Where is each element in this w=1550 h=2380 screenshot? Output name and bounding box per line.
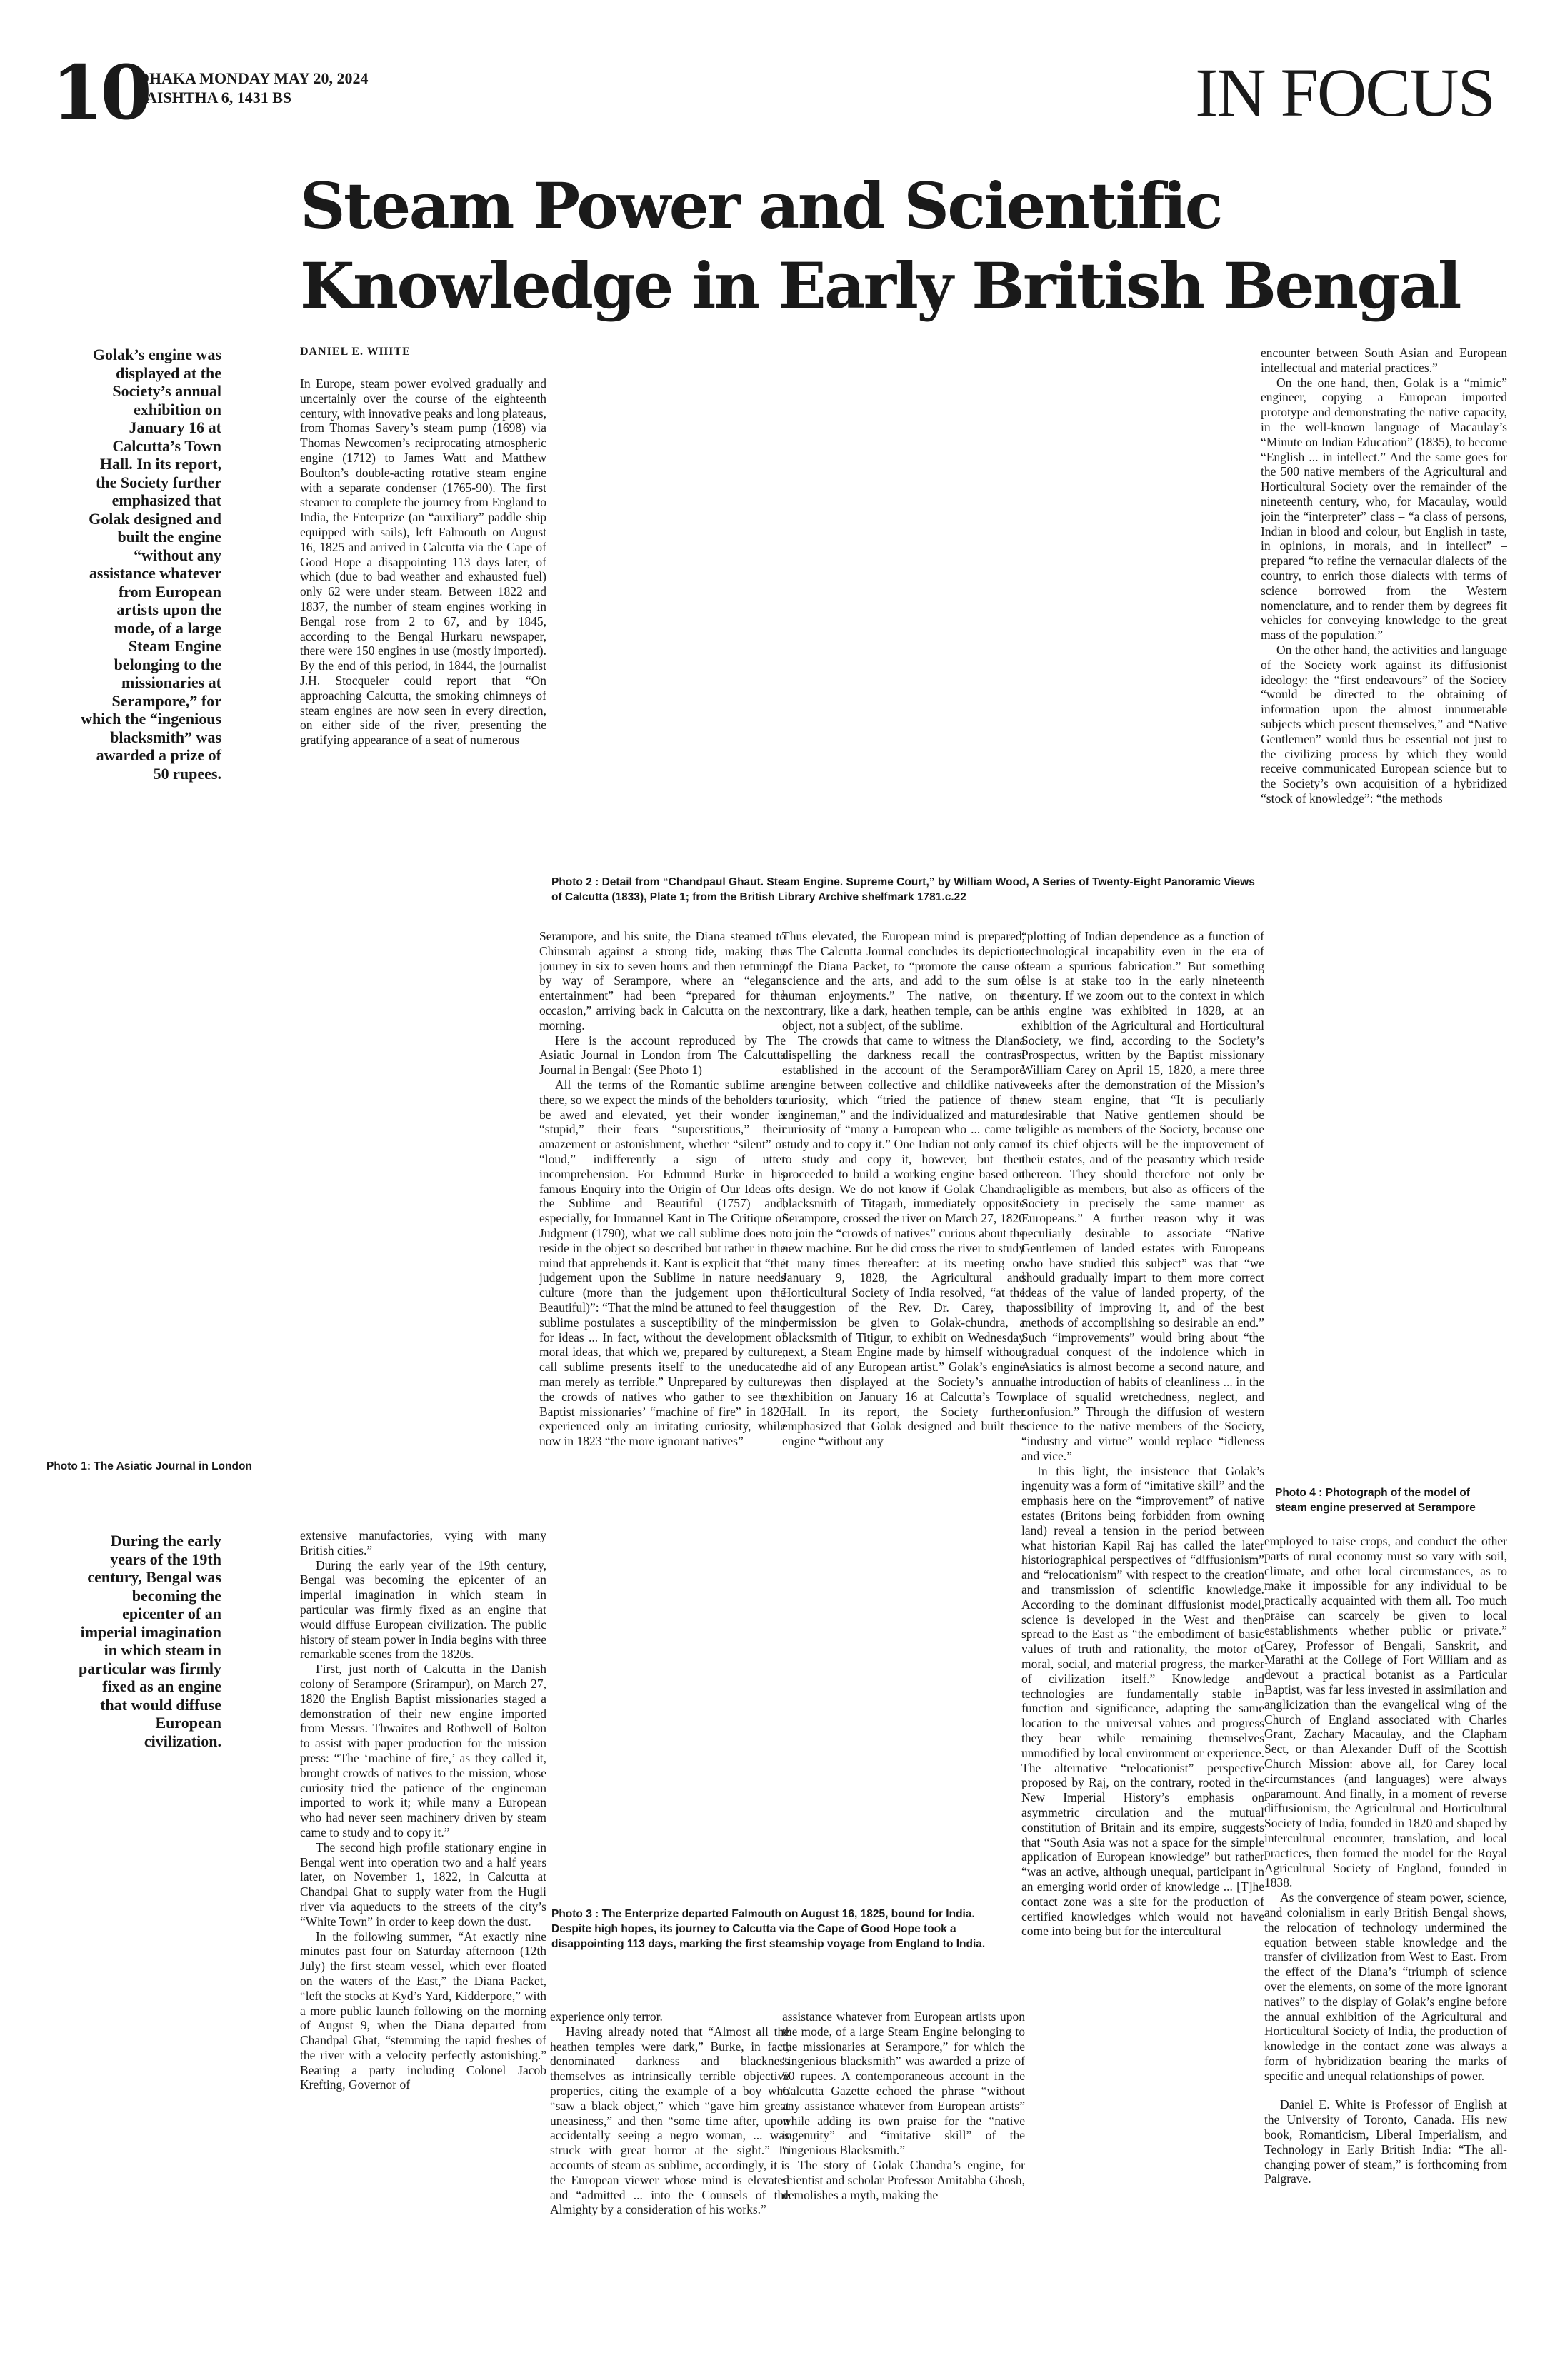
paragraph: employed to raise crops, and conduct the other parts of rural economy must so vary with soil, climate, and other local circumstances, as to make it impossible for any individual to be practically acquainted with them all. Too much praise can scarcely be given to local establishments whether public or private.” Carey, Professor of Bengali, Sanskrit, and Marathi at the College of Fort William and as devout a practical botanist as a Particular Baptist, was far less invested in assimilation and anglicization than the evangelical wing of the Church of England associated with Charles Grant, Zachary Macaulay, and the Clapham Sect, or than Alexander Duff of the Scottish Church Mission: above all, for Carey local circumstances (and languages) were always paramount. And finally, in a moment of reverse diffusionism, the Agricultural and Horticultural Society of India, founded in 1820 and shaped by intercultural encounter, translation, and local practices, then formed the model for the Royal Agricultural Society of England, founded in 1838. — [1264, 1534, 1507, 1890]
paragraph: The story of Golak Chandra’s engine, for scientist and scholar Professor Amitabha Ghosh, demolishes a myth, making the — [782, 2157, 1025, 2202]
section-title: IN FOCUS — [1195, 54, 1494, 131]
paragraph: Serampore, and his suite, the Diana steamed to Chinsurah against a strong tide, making the journey in six to seven hours and then returning by way of Serampore, where an “elegant entertainment” had been “prepared for the occasion,” arriving back in Calcutta on the next morning. — [539, 929, 786, 1033]
headline-line-2: Knowledge in Early British Bengal — [300, 248, 1460, 323]
paragraph: Thus elevated, the European mind is prepared, as The Calcutta Journal concludes its depiction of the Diana Packet, to “promote the cause of science and the arts, and add to the sum of human enjoyments.” The native, on the contrary, like a dark, heathen temple, can be an object, not a subject, of the sublime. — [782, 929, 1025, 1033]
column-e-top — [1261, 346, 1507, 1274]
paragraph: On the one hand, then, Golak is a “mimic” engineer, copying a European imported prototype and demonstrating the native capacity, in the well-known language of Macaulay’s “Minute on Indian Education” (1835), to become “English ... in intellect.” And the same goes for the 500 native members of the Agricultural and Horticultural Society over the remainder of the nineteenth century, who, for Macaulay, would join the “interpreter” class – “a class of persons, Indian in blood and colour, but English in taste, in opinions, in morals, and in intellect” – prepared “to refine the vernacular dialects of the country, to enrich those dialects with terms of science borrowed from the Western nomenclature, and to render them by degrees fit vehicles for conveying knowledge to the great mass of the population.” — [1261, 375, 1507, 643]
photo-1 — [46, 921, 536, 1453]
paragraph: extensive manufactories, vying with many British cities.” — [300, 1528, 546, 1557]
column-b-top — [539, 929, 786, 1632]
photo-4 — [1271, 1282, 1500, 1482]
pull-quote-2: During the early years of the 19th century, Bengal was becoming the epicenter of an imperial imagination in which steam in particular was firmly fixed as an engine that would diffuse European civilization. — [79, 1532, 222, 1750]
column-c-top — [782, 929, 1025, 1632]
paragraph: experience only terror. — [550, 2009, 663, 2024]
paragraph: During the early year of the 19th century, Bengal was becoming the epicenter of an imperial imagination in which steam in particular was firmly fixed as an engine that would diffuse European civilization. The public history of steam power in India begins with three remarkable scenes from the 1820s. — [300, 1557, 546, 1662]
caption-photo-2: Photo 2 : Detail from “Chandpaul Ghaut. Steam Engine. Supreme Court,” by William Wood, A Series of Twenty-Eight Panoramic Views of Calcutta (1833), Plate 1; from the British Library Archive shelfmark 1781.c.22 — [551, 876, 1255, 903]
paragraph: On the other hand, the activities and language of the Society work against its diffusionist ideology: the “first endeavours” of the Society “would be directed to the obtaining of information upon the almost innumerable subjects which present themselves,” and “Native Gentlemen” would thus be essential not just to the civilizing process by which they would receive communicated European science but to the Society’s own acquisition of a hybridized “stock of knowledge”: “the methods — [1261, 642, 1507, 805]
paragraph: The crowds that came to witness the Diana dispelling the darkness recall the contrast established in the account of the Serampore engine between collective and childlike native curiosity, which “tried the patience of the engineman,” and the individualized and mature curiosity of “many a European who ... came to study and to copy it.” One Indian not only came to study and copy it, however, but then proceeded to build a working engine based on its design. We do not know if Golak Chandra, blacksmith of Titagarh, immediately opposite Serampore, crossed the river on March 27, 1820 to join the “crowds of natives” curious about the new machine. But he did cross the river to study it many times thereafter: at its meeting on January 9, 1828, the Agricultural and Horticultural Society of India resolved, “at the suggestion of the Rev. Dr. Carey, that permission be given to Golak-chundra, a blacksmith of Titigur, to exhibit on Wednesday next, a Steam Engine made by himself without the aid of any European artist.” Golak’s engine was then displayed at the Society’s annual exhibition on January 16 at Calcutta’s Town Hall. In its report, the Society further emphasized that Golak designed and built the engine “without any — [782, 1033, 1025, 1449]
column-b-bottom — [550, 2009, 789, 2352]
paragraph: As the convergence of steam power, science, and colonialism in early British Bengal shows, the relocation of technology undermined the equation between stable knowledge and the transfer of civilization from West to East. From the effect of the Diana’s “triumph of science over the elements, on some of the more ignorant natives” to the display of Golak’s engine before the annual exhibition of the Agricultural and Horticultural Society of India, the production of knowledge in the contact zone was always a form of hybridization bearing the marks of specific and unequal relationships of power. — [1264, 1890, 1507, 2083]
paragraph: In the following summer, “At exactly nine minutes past four on Saturday afternoon (12th July) the first steam vessel, which ever floated on the waters of the East,” the Diana Packet, “left the stocks at Kyd’s Yard, Kidderpore,” with a more public launch following on the morning of August 9, when the Diana departed from Chandpal Ghat, “stemming the rapid freshes of the river with a velocity perfectly astonishing.” Bearing a party including Colonel Jacob Krefting, Governor of — [300, 1929, 546, 2092]
photo-2 — [550, 343, 1257, 868]
caption-photo-3: Photo 3 : The Enterprize departed Falmouth on August 16, 1825, bound for India. Despite high hopes, its journey to Calcutta via the Cape of Good Hope took a disappointing 113 days, marking the first steamship voyage from England to India. — [551, 1908, 986, 1950]
caption-photo-1: Photo 1: The Asiatic Journal in London — [46, 1460, 252, 1472]
headline-line-1: Steam Power and Scientific — [300, 169, 1221, 243]
headline — [300, 166, 1500, 326]
page-number: 10 — [51, 49, 149, 136]
paragraph: All the terms of the Romantic sublime are there, so we expect the minds of the beholders to be awed and elevated, yet their wonder is “stupid,” their fears “superstitious,” their amazement or astonishment, whether “silent” or “loud,” indifferently a sign of utter incomprehension. For Edmund Burke in his famous Enquiry into the Origin of Our Ideas of the Sublime and Beautiful (1757) and, especially, for Immanuel Kant in The Critique of Judgment (1790), what we call sublime does not reside in the object so described but rather in the mind that apprehends it. Kant is explicit that “the judgement upon the Sublime in nature needs culture (more than the judgement upon the Beautiful)”: “That the mind be attuned to feel the sublime postulates a susceptibility of the mind for ideas ... In fact, without the development of moral ideas, that which we, prepared by culture, call sublime presents itself to the uneducated man merely as terrible.” Unprepared by culture, the crowds of natives who gather to see the Baptist missionaries’ “machine of fire” in 1820 experienced only an irritating curiosity, while now in 1823 “the more ignorant natives” — [539, 1077, 786, 1449]
column-a-top — [300, 376, 546, 908]
paragraph: In this light, the insistence that Golak’s ingenuity was a form of “imitative skill” and the emphasis here on the “improvement” of native estates (Britons being forbidden from owning land) reveal a tension in the period between what historian Kapil Raj has called the later historiographical perspectives of “diffusionism” and “relocationism” with respect to the creation and transmission of scientific knowledge. According to the dominant diffusionist model, science is developed in the West and then spread to the East as “the embodiment of basic values of truth and rationality, the motor of moral, social, and material progress, the marker of civilization itself.” Knowledge and technologies are fundamentally stable in function and significance, adapting the same location to the universal values and progress they bear while remaining themselves unmodified by local environment or experience. The alternative “relocationist” perspective proposed by Raj, on the contrary, rooted in the New Imperial History’s emphasis on asymmetric circulation and the mutual constitution of Britain and its empire, suggests that “South Asia was not a space for the simple application of European knowledge” but rather “was an active, although unequal, participant in an emerging world order of knowledge ... [T]he contact zone was a site for the production of certified knowledges which would not have come into being but for the intercultural — [1021, 1463, 1264, 1939]
pull-quote-1: Golak’s engine was displayed at the Society’s annual exhibition on January 16 at Calcutta’s Town Hall. In its report, the Society further emphasized that Golak designed and built the engine “without any assistance whatever from European artists upon the mode, of a large Steam Engine belonging to the missionaries at Serampore,” for which the “ingenious blacksmith” was awarded a prize of 50 rupees. — [81, 346, 221, 783]
column-a-bottom — [300, 1528, 546, 2356]
date: DHAKA MONDAY MAY 20, 2024 — [138, 69, 369, 87]
bs-date: JAISHTHA 6, 1431 BS — [138, 89, 292, 106]
byline: DANIEL E. WHITE — [300, 346, 411, 358]
column-c-bottom — [782, 2009, 1025, 2352]
paragraph: Having already noted that “Almost all the heathen temples were dark,” Burke, in fact, denominated darkness and blackness themselves as intrinsically terrible objective properties, citing the example of a boy who “saw a black object,” which “gave him great uneasiness,” and then “some time after, upon accidentally seeing a negro woman, ... was struck with great horror at the sight.” In accounts of steam as sublime, accordingly, it is the European viewer whose mind is elevated and “admitted ... into the Counsels of the Almighty by a consideration of his works.” — [550, 2024, 789, 2217]
author-bio: Daniel E. White is Professor of English at the University of Toronto, Canada. His new book, Romanticism, Liberal Imperialism, and Technology in Early British India: “The all-changing power of steam,” is forthcoming from Palgrave. — [1264, 2097, 1507, 2186]
paragraph: First, just north of Calcutta in the Danish colony of Serampore (Srirampur), on March 27, 1820 the English Baptist missionaries staged a demonstration of their new engine imported from Messrs. Thwaites and Rothwell of Bolton to assist with paper production for the mission press: “The ‘machine of fire,’ as they called it, brought crowds of natives to the mission, whose curiosity tried the patience of the engineman imported to work it; while many a European who had never seen machinery driven by steam came to study and to copy it.” — [300, 1662, 546, 1839]
paragraph: In Europe, steam power evolved gradually and uncertainly over the course of the eighteenth century, with innovative peaks and long plateaus, from Thomas Savery’s steam pump (1698) via Thomas Newcomen’s reciprocating atmospheric engine (1712) to James Watt and Matthew Boulton’s double-acting rotative steam engine with a separate condenser (1765-90). The first steamer to complete the journey from England to India, the Enterprize (an “auxiliary” paddle ship equipped with sails), left Falmouth on August 16, 1825 and arrived in Calcutta via the Cape of Good Hope a disappointing 113 days later, of which (due to bad weather and exhausted fuel) only 62 were under steam. Between 1822 and 1837, the number of steam engines working in Bengal rose from 2 to 67, and by 1845, according to the Bengal Hurkaru newspaper, there were 150 engines in use (mostly imported). By the end of this period, in 1844, the journalist J.H. Stocqueler could report that “On approaching Calcutta, the smoking chimneys of steam engines are now seen in every direction, on either side of the river, presenting the gratifying appearance of a seat of numerous — [300, 376, 546, 748]
column-d — [1021, 929, 1264, 2346]
dateline — [138, 69, 368, 107]
paragraph: Here is the account reproduced by The Asiatic Journal in London from The Calcutta Journal in Bengal: (See Photo 1) — [539, 1033, 786, 1078]
paragraph: assistance whatever from European artists upon the mode, of a large Steam Engine belonging to the missionaries at Serampore,” for which the “ingenious blacksmith” was awarded a prize of 50 rupees. A contemporaneous account in the Calcutta Gazette echoed the phrase “without any assistance whatever from European artists” while adding its own praise for the “native ingenuity” and “imitative skill” of the “ingenious Blacksmith.” — [782, 2009, 1025, 2158]
paragraph: The second high profile stationary engine in Bengal went into operation two and a half years later, on November 1, 1822, in Calcutta at Chandpal Ghat to supply water from the Hugli river via aqueducts to the streets of the city’s “White Town” in order to keep down the dust. — [300, 1839, 546, 1929]
caption-photo-4: Photo 4 : Photograph of the model of steam engine preserved at Serampore — [1275, 1487, 1476, 1514]
paragraph: encounter between South Asian and European intellectual and material practices.” — [1261, 346, 1507, 375]
paragraph: “plotting of Indian dependence as a function of technological incapability even in the era of steam a spurious fabrication.” But something else is at stake too in the early nineteenth century. If we zoom out to the context in which this engine was exhibited in 1828, at an exhibition of the Agricultural and Horticultural Society, we find, according to the Society’s Prospectus, written by the Baptist missionary William Carey on April 15, 1820, a mere three weeks after the demonstration of the Mission’s new steam engine, that “It is peculiarly desirable that Native gentlemen should be eligible as members of the Society, because one of its chief objects will be the improvement of their estates, and of the peasantry which reside thereon. They should therefore not only be eligible as members, but also as officers of the Society in precisely the same manner as Europeans.” A further reason why it was peculiarly desirable to associate “Native Gentlemen of landed estates with Europeans who have studied this subject” was that “we should gradually impart to them more correct ideas of the value of landed property, of the possibility of improving it, and of the best methods of accomplishing so desirable an end.” Such “improvements” would bring about “the gradual conquest of the indolence which in Asiatics is almost become a second nature, and the introduction of habits of cleanliness ... in the place of squalid wretchedness, neglect, and confusion.” Through the diffusion of western science to the native members of the Society, “industry and virtue” would replace “idleness and vice.” — [1021, 929, 1264, 1463]
column-e-bottom — [1264, 1534, 1507, 2312]
photo-3 — [550, 1642, 1014, 1899]
